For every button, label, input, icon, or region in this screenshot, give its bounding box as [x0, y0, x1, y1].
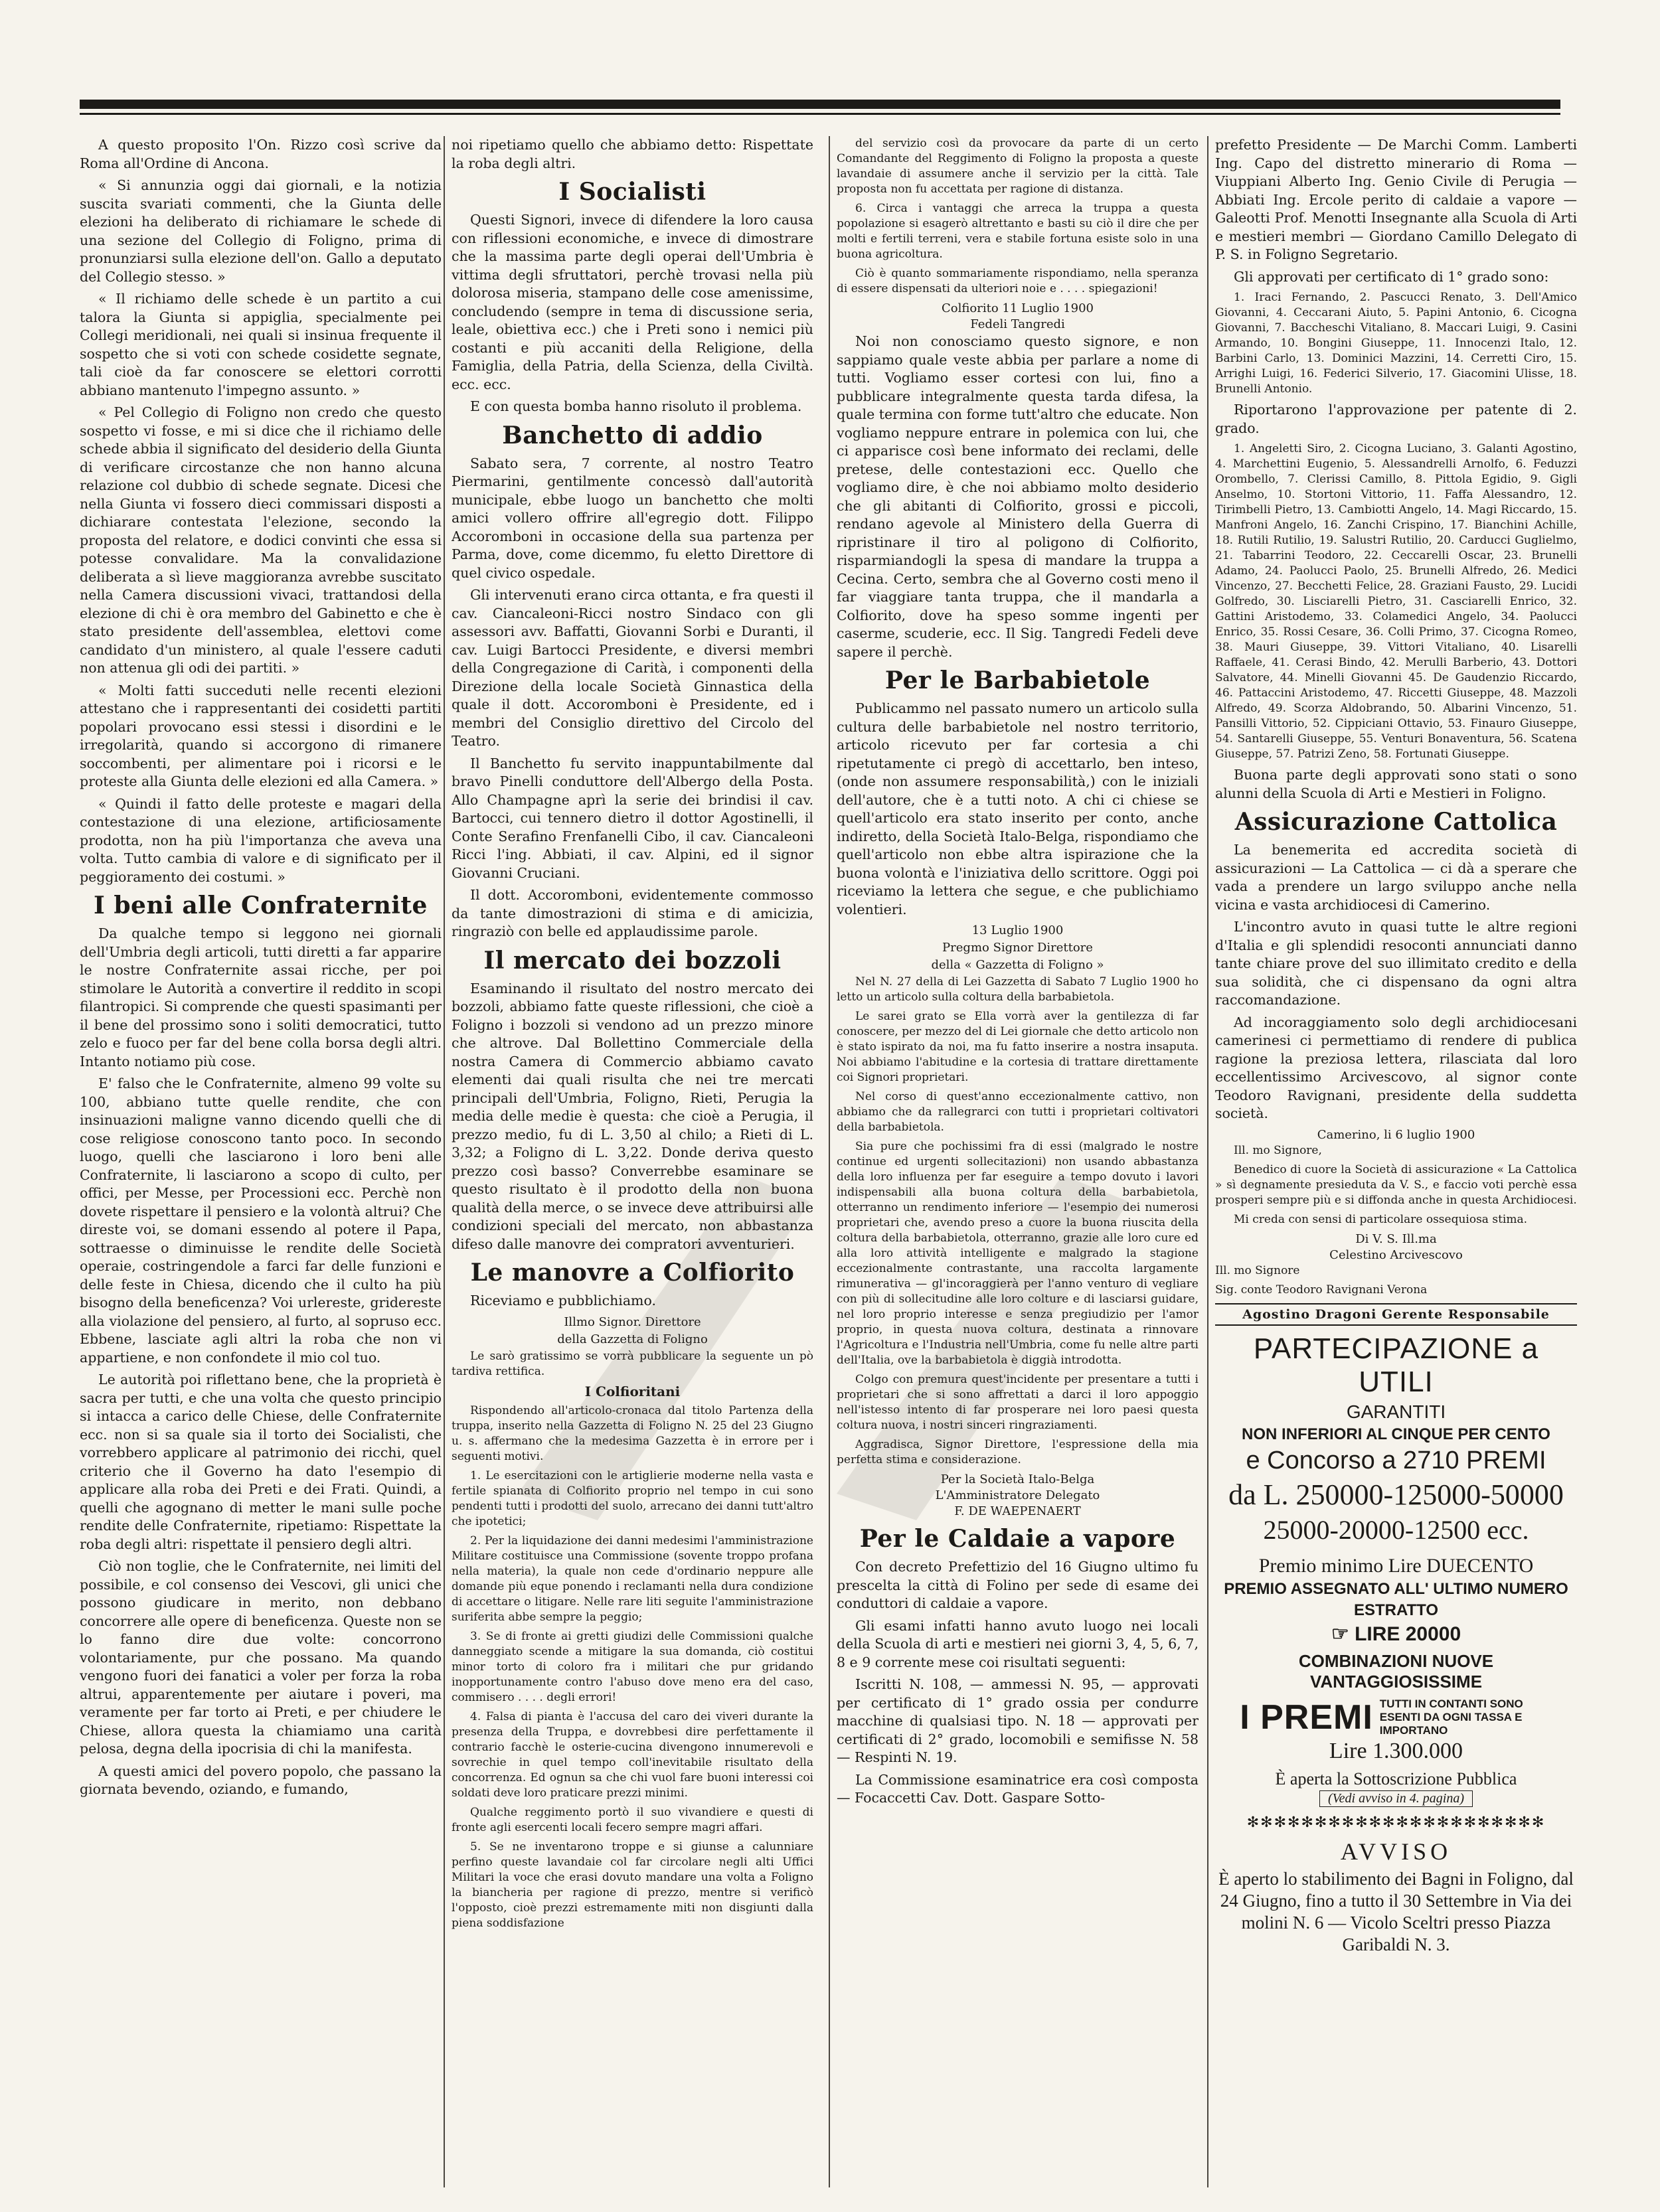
paragraph: L'incontro avuto in quasi tutte le altre regioni d'Italia e gli splendidi resoconti annunciati danno tante chiare prove del suo illimitato credito e della sua solidità, che ci dispensano da ogni altra raccomandazione. [1215, 919, 1577, 1008]
paragraph: Riceviamo e pubblichiamo. [470, 1293, 656, 1308]
ad-text: ESTRATTO [1353, 1601, 1439, 1619]
paragraph: Colgo con premura quest'incidente per presentare a tutti i proprietari che si sono affrettati a darci il loro appoggio nell'istesso intento di far prosperare nei loro paesi questa coltura nuova, i nostri sinceri ringraziamenti. [837, 1373, 1199, 1432]
ad-text: e Concorso a 2710 PREMI [1246, 1446, 1546, 1474]
ad-text: da L. 250000-125000-50000 [1228, 1478, 1564, 1511]
column-2 [452, 136, 813, 2187]
ad-text: È aperta la Sottoscrizione Pubblica [1275, 1769, 1517, 1788]
dateline: Camerino, li 6 luglio 1900 [1317, 1127, 1475, 1142]
ad-premi: I PREMI [1240, 1698, 1373, 1737]
column-1 [80, 136, 442, 2187]
ad-text: Lire 1.300.000 [1329, 1738, 1463, 1763]
paragraph: Publicammo nel passato numero un articolo sulla cultura delle barbabietole nel nostro territorio, articolo ricevuto per far cortesia a chi ripetutamente ci pregò di accettarlo, ben inteso, (onde non assumere responsabilità,) con le iniziali dell'autore, che è a tutti noto. A chi ci chiese se quell'articolo era stato inserito per conto, anche indiretto, della Società Italo-Belga, rispondiamo che quell'articolo non ebbe altra ispirazione che la buona volontà e l'iniziativa dello scrittore. Oggi poi riceviamo la lettera che segue, e che publichiamo volentieri. [837, 700, 1199, 917]
signature: Fedeli Tangredi [970, 317, 1065, 331]
avviso-heading: AVVISO [1340, 1838, 1452, 1865]
paragraph: Esaminando il risultato del nostro mercato dei bozzoli, abbiamo fatte queste riflessioni, che cioè a Foligno i bozzoli si vendono ad un prezzo minore che altrove. Dal Bollettino Commerciale della nostra Camera di Commercio abbiamo cavato elementi dai quali risulta che nei tre mercati principali dell'Umbria, Foligno, Rieti, Perugia la media delle medie è questa: che cioè a Perugia, il prezzo medio, fu di L. 3,50 al chilo; a Rieti di L. 3,32; a Foligno di L. 3,22. Donde deriva questo prezzo così basso? Converrebbe esaminare se questo risultato è il prodotto della non buona qualità della merce, o se invece deve attribuirsi alle condizioni speciali del mercato, non abbastanza difeso dalle manovre dei compratori avventurieri. [452, 980, 813, 1252]
paragraph: prefetto Presidente — De Marchi Comm. Lamberti Ing. Capo del distretto minerario di Roma — Viuppiani Alberto Ing. Genio Civile di Perugia — Abbiati Ing. Ercole perito di caldaie a vapore — Galeotti Prof. Menotti Insegnante alla Scuola di Arti e mestieri membri — Giordano Camillo Delegato di P. S. in Foligno Segretario. [1215, 137, 1577, 262]
paragraph: 1. Angeletti Siro, 2. Cicogna Luciano, 3. Galanti Agostino, 4. Marchettini Eugenio, 5. Alessandrelli Arnolfo, 6. Feduzzi Orombello, 7. Clerissi Camillo, 8. Pittola Egidio, 9. Gigli Anselmo, 10. Stortoni Vittorio, 11. Faffa Alessandro, 12. Tirimbelli Pietro, 13. Cambiotti Angelo, 14. Magi Riccardo, 15. Manfroni Angelo, 16. Zanchi Crispino, 17. Bianchini Achille, 18. Rutili Rutilio, 19. Salustri Rutilio, 20. Carducci Guglielmo, 21. Tabarrini Teodoro, 22. Ceccarelli Oscar, 23. Brunelli Adamo, 24. Paolucci Paolo, 25. Brunelli Alfredo, 26. Medici Vincenzo, 27. Becchetti Felice, 28. Graziani Fausto, 29. Lucidi Golfredo, 30. Lisciarelli Pietro, 31. Casciarelli Enrico, 32. Gattini Aristodemo, 33. Colamedici Angelo, 34. Paolucci Enrico, 35. Rossi Cesare, 36. Colli Primo, 37. Cicogna Romeo, 38. Mauri Giuseppe, 39. Vittori Vitaliano, 40. Lisarelli Raffaele, 41. Cerasi Bindo, 42. Merulli Barberio, 43. Dottori Salvatore, 44. Minelli Giovanni 45. De Gaudenzio Riccardo, 46. Pattaccini Aristodemo, 47. Riccetti Giuseppe, 48. Mazzoli Alfredo, 49. Scorza Aldobrando, 50. Albarini Vincenzo, 51. Pansilli Vittorio, 52. Cippiciani Ottavio, 53. Finauro Giuseppe, 54. Santarelli Giuseppe, 55. Venturi Bonaventura, 56. Scatena Giuseppe, 57. Patrizi Zeno, 58. Fortunati Giuseppe. [1215, 442, 1577, 761]
subheading: I Colfioritani [584, 1383, 681, 1399]
signature: L'Amministratore Delegato [935, 1488, 1100, 1502]
letter-salutation: della Gazzetta di Foligno [557, 1332, 708, 1346]
paragraph: Nel corso di quest'anno eccezionalmente cattivo, non abbiamo che da rallegrarci con tutti i proprietari coltivatori della barbabietola. [837, 1090, 1199, 1134]
paragraph: Aggradisca, Signor Direttore, l'espressione della mia perfetta stima e considerazione. [837, 1438, 1199, 1466]
paragraph: E con questa bomba hanno risoluto il problema. [470, 398, 802, 414]
paragraph: Noi non conosciamo questo signore, e non sappiamo quale veste abbia per parlare a nome di tutti. Vogliamo esser cortesi con lui, fino a pubblicare integralmente questa tarda difesa, la quale termina con forme tutt'altro che educate. Non vogliamo neppure entrare in polemica con lui, che ci apparisce così bene informato dei reclami, delle pretese, delle contestazioni ecc. Quello che vogliamo dire, è che noi abbiamo molto desiderio che gli abitanti di Colfiorito, grossi e piccoli, rendano agevole al Ministero della Guerra di ripristinare il tiro al poligono di Colfiorito, risparmiandogli la spesa di mandare la truppa a Cecina. Certo, sembra che al Governo costi meno il far viaggiare tanta truppa, che il mandarla a Colfiorito, dove ha speso somme ingenti per caserme, scuderie, ecc. Il Sig. Tangredi Fedeli deve sapere il perchè. [837, 333, 1199, 660]
paragraph: 2. Per la liquidazione dei danni medesimi l'amministrazione Militare costituisce una Commissione (sovente troppo profana nella materia), la quale non cede d'ordinario neppure alle domande più eque ponendo i reclamanti nella dura condizione di accettare o litigare. Nelle rare liti seguite l'amministrazione suriferita abbe sempre la peggio; [452, 1534, 813, 1624]
ad-text: 25000-20000-12500 ecc. [1263, 1514, 1529, 1545]
ad-text: Premio minimo Lire DUECENTO [1258, 1554, 1534, 1577]
signature: F. DE WAEPENAERT [954, 1504, 1081, 1518]
paragraph: Ill. mo Signore, [1234, 1143, 1322, 1157]
article-heading: Assicurazione Cattolica [1234, 808, 1558, 836]
gerente-line: Agostino Dragoni Gerente Responsabile [1215, 1303, 1577, 1326]
article-heading: Per le Caldaie a vapore [859, 1525, 1176, 1553]
article-heading: I beni alle Confraternite [94, 892, 428, 919]
lottery-advertisement [1215, 1332, 1577, 1956]
paragraph: « Si annunzia oggi dai giornali, e la notizia suscita svariati commenti, che la Giunta delle elezioni ha deliberato di richiamare le schede di una sezione del Collegio di Foligno, prima di pronunziarsi sulla elezione dell'on. Gallo a deputato del Collegio stesso. » [80, 177, 442, 285]
column-separator [1207, 136, 1208, 2187]
paragraph: Le sarei grato se Ella vorrà aver la gentilezza di far conoscere, per mezzo del di Lei giornale che detto articolo non è stato ispirato da noi, ma fu fatto inserire a nostra insaputa. Noi abbiamo l'abitudine e la cortesia di trattare direttamente coi Signori proprietari. [837, 1010, 1199, 1084]
paragraph: 3. Se di fronte ai gretti giudizi delle Commissioni qualche danneggiato scende a mitigare la sua domanda, ciò costitui minor torto di coloro fra i militari che pur gridando inopportunamente contro l'abuso dove meno era del caso, commisero . . . . degli errori! [452, 1629, 813, 1704]
paragraph: A questo proposito l'On. Rizzo così scrive da Roma all'Ordine di Ancona. [80, 137, 442, 171]
ad-text: GARANTITI [1346, 1401, 1446, 1422]
paragraph: Iscritti N. 108, — ammessi N. 95, — approvati per certificato di 1° grado ossia per condurre macchine di qualsiasi tipo. N. 18 — approvati per certificati di 2° grado, locomobili e semifisse N. 58 — Respinti N. 19. [837, 1676, 1199, 1765]
paragraph: Da qualche tempo si leggono nei giornali dell'Umbria degli articoli, tutti diretti a far apparire le nostre Confraternite assai ricche, per poi stimolare le Autorità a convertire il reddito in scopi filantropici. Si comprende che questi spasimanti per il bene del prossimo sono i soliti democratici, tutto zelo e fuoco per far del bene colla borsa degli altri. Intanto notiamo più cose. [80, 925, 442, 1069]
paragraph: Le sarò gratissimo se vorrà pubblicare la seguente un pò tardiva rettifica. [452, 1349, 813, 1378]
paragraph: Con decreto Prefettizio del 16 Giugno ultimo fu prescelta la città di Folino per sede di esame dei conduttori di caldaie a vapore. [837, 1559, 1199, 1611]
paragraph: Sig. conte Teodoro Ravignani Verona [1215, 1283, 1428, 1297]
article-heading: Banchetto di addio [502, 421, 763, 449]
paragraph: Sia pure che pochissimi fra di essi (malgrado le nostre continue ed urgenti sollecitazioni) non usando abbastanza della loro influenza per far eseguire a tempo dovuto i lavori indispensabili alla buona coltura della barbabietola, otterranno un rendimento inferiore — l'esempio dei numerosi proprietari che, avendo preso a cuore la buona riuscita della coltura della barbabietola, otterranno, grazie alle loro cure ed alla loro attività intelligente e malgrado la stagione eccezionalmente contrastante, una raccolta largamente rimunerativa — gl'incoraggierà per l'anno venturo di vegliare con più di sollecitudine alle loro colture e di lasciarsi guidare, nel loro proprio interesse e senza pregiudizio per l'amor proprio, in questa nuova coltura, destinata a rinnovare l'Agricoltura e l'Industria nell'Umbria, come fu nelle altre parti dell'Italia, ove la barbabietola è diggià introdotta. [837, 1140, 1199, 1367]
letter-salutation: Pregmo Signor Direttore [942, 941, 1093, 955]
ornament-divider: ✻✻✻✻✻✻✻✻✻✻✻✻✻✻✻✻✻✻✻✻✻✻ [1246, 1813, 1546, 1830]
column-3 [837, 136, 1199, 2187]
paragraph: 5. Se ne inventarono troppe e si giunse a calunniare perfino queste lavandaie col far circolare negli alti Uffici Militari la voce che erasi dovuto mandare una volta a Foligno la biancheria per ragione di prezzo, mentre si verificò l'opposto, cioè prezzi estremamente miti non disgiunti dalla piena soddisfazione [452, 1840, 813, 1930]
column-4 [1215, 136, 1577, 2187]
paragraph: Ill. mo Signore [1215, 1263, 1300, 1277]
letter-salutation: Illmo Signor. Direttore [564, 1314, 701, 1329]
paragraph: Il Banchetto fu servito inappuntabilmente dal bravo Pinelli conduttore dell'Albergo della Posta. Allo Champagne aprì la serie dei brindisi il cav. Bartocci, cui tennero dietro il dottor Agostinelli, il Conte Serafino Frenfanelli Cibo, il cav. Ciancaleoni Ricci l'ing. Abbiati, il cav. Alpini, ed il signor Giovanni Cruciani. [452, 755, 813, 881]
paragraph: Riportarono l'approvazione per patente di 2. grado. [1215, 402, 1577, 436]
paragraph: « Il richiamo delle schede è un partito a cui talora la Giunta si appiglia, specialmente pei Collegi meridionali, nei quali si insinua frequente il sospetto che si voti con schede cosidette segnate, tali cioè da far conoscere se elettori corrotti abbiano mantenuto l'impegno assunto. » [80, 291, 442, 398]
paragraph: Ciò è quanto sommariamente rispondiamo, nella speranza di essere dispensati da ulteriori noie e . . . . spiegazioni! [837, 267, 1199, 295]
paragraph: Benedico di cuore la Società di assicurazione « La Cattolica » sì degnamente presieduta da V. S., e faccio voti perchè essa prosperi sempre più e si diffonda anche in questa Archidiocesi. [1215, 1162, 1577, 1207]
ad-text: NON INFERIORI AL CINQUE PER CENTO [1242, 1425, 1550, 1443]
pointing-hand-icon: ☞ [1331, 1622, 1355, 1645]
paragraph: Il dott. Accoromboni, evidentemente commosso da tante dimostrazioni di stima e di amicizia, ringraziò con belle ed applaudissime parole. [452, 887, 813, 939]
paragraph: Rispondendo all'articolo-cronaca dal titolo Partenza della truppa, inserito nella Gazzetta di Foligno N. 25 del 23 Giugno u. s. affermano che la medesima Gazzetta è in errore per i seguenti motivi. [452, 1403, 813, 1463]
paragraph: Gli esami infatti hanno avuto luogo nei locali della Scuola di arti e mestieri nei giorni 3, 4, 5, 6, 7, 8 e 9 corrente mese coi risultati seguenti: [837, 1617, 1199, 1670]
paragraph: Ciò non toglie, che le Confraternite, nei limiti del possibile, e col consenso dei Vescovi, gli unici che possono giudicare in merito, non debbano concorrere alle opere di beneficenza. Queste non se lo fanno dire due volte: concorrono volontariamente, pur che possano. Ma quando vengono fuori dei fanatici a voler per forza la roba altrui, apparentemente per aiutare i poveri, ma veramente per far torto ai Preti, e per chiudere le Chiese, allora questa la chiamiamo una carità pelosa, degna della ipocrisia di chi la manifesta. [80, 1558, 442, 1757]
article-heading: Per le Barbabietole [884, 667, 1151, 694]
paragraph: Gli approvati per certificato di 1° grado sono: [1234, 268, 1549, 285]
ad-text: (Vedi avviso in 4. pagina) [1319, 1790, 1473, 1807]
ad-text: COMBINAZIONI NUOVE VANTAGGIOSISSIME [1298, 1650, 1494, 1692]
signature: Per la Società Italo-Belga [940, 1472, 1095, 1486]
ad-premi-row [1215, 1698, 1577, 1737]
paragraph: 1. Iraci Fernando, 2. Pascucci Renato, 3. Dell'Amico Giovanni, 4. Ceccarani Aiuto, 5. Papini Antonio, 6. Cicogna Giovanni, 7. Baccheschi Vitaliano, 8. Maccari Luigi, 9. Casini Armando, 10. Bongini Giuseppe, 11. Innocenzi Italo, 12. Barbini Carlo, 13. Dominici Mazzini, 14. Cerretti Ciro, 15. Arrighi Luigi, 16. Federici Silverio, 17. Giacomini Ulisse, 18. Brunelli Antonio. [1215, 291, 1577, 396]
paragraph: Nel N. 27 della di Lei Gazzetta di Sabato 7 Luglio 1900 ho letto un articolo sulla coltura della barbabietola. [837, 975, 1199, 1004]
article-heading: I Socialisti [558, 178, 706, 206]
header-rule-thick [80, 100, 1560, 109]
paragraph: « Pel Collegio di Foligno non credo che questo sospetto vi fosse, e mi si dice che il richiamo delle schede abbia il significato del desiderio della Giunta di verificare circostanze che non hanno alcuna relazione col dubbio di schede segnate. Dicesi che nella Giunta vi fossero dieci commissari disposti a dichiarare contestata l'elezione, secondo la proposta del relatore, e dodici convinti che essa si potesse convalidare. Ma la convalidazione deliberata a sì lieve maggioranza avrebbe suscitato nella Camera discussioni vivaci, trattandosi della elezione di chi è ora membro del Gabinetto e che è stato presidente dell'assemblea, elettovi come candidato d'un ministero, al quale l'essere caduti non attenua gli odi dei partiti. » [80, 404, 442, 676]
paragraph: noi ripetiamo quello che abbiamo detto: Rispettate la roba degli altri. [452, 137, 813, 171]
ad-premi-note: TUTTI IN CONTANTI SONO ESENTI DA OGNI TASSA E IMPORTANO [1379, 1697, 1523, 1737]
dateline: Colfiorito 11 Luglio 1900 [942, 301, 1094, 315]
paragraph: Mi creda con sensi di particolare ossequiosa stima. [1234, 1212, 1527, 1226]
paragraph: Gli intervenuti erano circa ottanta, e fra questi il cav. Ciancaleoni-Ricci nostro Sindaco con gli assessori avv. Baffatti, Giovanni Sorbi e Duranti, il cav. Luigi Bartocci Presidente, e diversi membri della Congregazione di Carità, i componenti della Direzione della locale Società Ginnastica della quale il dott. Accoromboni è Presidente, ed i membri del Consiglio direttivo del Circolo del Teatro. [452, 587, 813, 749]
column-separator [829, 136, 830, 2187]
paragraph: Questi Signori, invece di difendere la loro causa con riflessioni economiche, e invece di dimostrare che la massima parte degli operai dell'Umbria è vittima degli sfruttatori, perchè trovasi nella più dolorosa miseria, stampano delle cose amenissime, concludendo (sempre in tema di discussione seria, leale, obiettiva ecc.) che i Preti sono i nemici più costanti e più accaniti della Religione, della Famiglia, della Patria, della Scienza, della Civiltà. ecc. ecc. [452, 212, 813, 392]
paragraph: 6. Circa i vantaggi che arreca la truppa a questa popolazione si esagerò altrettanto e basti su ciò il dire che per molti e fertili terreni, vera e stabile fortuna esiste solo in una buona agricoltura. [837, 202, 1199, 261]
paragraph: Sabato sera, 7 corrente, al nostro Teatro Piermarini, gentilmente concessò dall'autorità municipale, ebbe luogo un banchetto che molti amici vollero offrire all'egregio dott. Filippo Accoromboni in occasione della sua partenza per Parma, dove, come dicemmo, fu eletto Direttore di quel civico ospedale. [452, 455, 813, 581]
ad-headline: PARTECIPAZIONE a UTILI [1253, 1332, 1539, 1398]
article-heading: Il mercato dei bozzoli [483, 946, 782, 975]
letter-salutation: della « Gazzetta di Foligno » [931, 958, 1104, 972]
ad-text: PREMIO ASSEGNATO ALL' ULTIMO NUMERO [1224, 1579, 1568, 1598]
signature: Celestino Arcivescovo [1329, 1247, 1463, 1262]
paragraph: 1. Le esercitazioni con le artiglierie moderne nella vasta e fertile spianata di Colfiorito proprio nel tempo in cui sono pendenti tutti i prodotti del suolo, arrecano dei danni tutt'altro che ipotetici; [452, 1468, 813, 1528]
paragraph: Le autorità poi riflettano bene, che la proprietà è sacra per tutti, e che una volta che questo principio si intacca a carico delle Chiese, delle Confraternite ecc. non si sa quale sia il torto dei Socialisti, che vorrebbero applicare al patrimonio dei ricchi, quel criterio che il Governo ha dato l'esempio di applicare alla roba dei Preti e dei Frati. Quindi, a quelli che agognano di metter le mani sulle poche rendite delle Confraternite, ripetiamo: Rispettate la roba degli altri: rispettate il pensiero degli altri. [80, 1372, 442, 1552]
paragraph: Ad incoraggiamento solo degli archidiocesani camerinesi ci permettiamo di rendere di publica ragione la preziosa lettera, rilasciata dal loro eccellentissimo Arcivescovo, al signor conte Teodoro Ravignani, presidente della suddetta società. [1215, 1014, 1577, 1121]
paragraph: del servizio così da provocare da parte di un certo Comandante del Reggimento di Foligno la proposta a queste lavandaie di assumere anche il servizio per la città. Tale proposta non fu accettata per ragione di distanza. [837, 137, 1199, 196]
ad-text [1215, 1622, 1577, 1646]
dateline: 13 Luglio 1900 [971, 923, 1064, 937]
ad-prize: LIRE 20000 [1355, 1622, 1461, 1645]
paragraph: Buona parte degli approvati sono stati o sono alunni della Scuola di Arti e Mestieri in Foligno. [1215, 767, 1577, 801]
avviso-text: È aperto lo stabilimento dei Bagni in Foligno, dal 24 Giugno, fino a tutto il 30 Settembre in Via dei molini N. 6 — Vicolo Sceltri presso Piazza Garibaldi N. 3. [1218, 1868, 1574, 1954]
paragraph: E' falso che le Confraternite, almeno 99 volte su 100, abbiano tutte quelle rendite, che con insinuazioni maligne vanno dicendo quelli che di cose religiose conoscono tanto poco. In secondo luogo, quelli che lasciarono i loro beni alle Confraternite, li lasciarono a scopo di culto, per offici, per Messe, per Processioni ecc. Perchè non dovete rispettare il pensiero e la volontà altrui? Che direste voi, se domani essendo al potere il Papa, sottraesse o diminuisse le rendite delle Società operaie, costringendole a farci far delle funzioni e delle feste in Chiesa, dicendo che il culto ha più bisogno della beneficenza? Voi urlereste, gridereste alla violazione del pensiero, al furto, al sopruso ecc. Ebbene, lasciate agli altri la roba che non vi appartiene, e non confondete il mio col tuo. [80, 1075, 442, 1366]
paragraph: La benemerita ed accredita società di assicurazioni — La Cattolica — ci dà a sperare che vada a prendere un largo sviluppo anche nella vicina e vasta archidiocesi di Camerino. [1215, 842, 1577, 913]
paragraph: 4. Falsa di pianta è l'accusa del caro dei viveri durante la presenza della Truppa, e dovrebbesi dire perfettamente il contrario facchè le osterie-cucina divengono innumerevoli e sovrechie in quel tempo coll'inevitabile risultato della concorrenza. Ed ognun sa che chi vuol fare buoni interessi coi soldati deve loro praticare prezzi minimi. [452, 1709, 813, 1800]
column-separator [444, 136, 445, 2187]
signature: Di V. S. Ill.ma [1355, 1231, 1437, 1246]
article-heading: Le manovre a Colfiorito [470, 1259, 795, 1287]
paragraph: A questi amici del povero popolo, che passano la giornata bevendo, oziando, e fumando, [80, 1763, 442, 1797]
paragraph: « Quindi il fatto delle proteste e magari della contestazione di una elezione, artificiosamente prodotta, non ha più l'importanza che aveva una volta. Tutto cambia di valore e di significato per il peggioramento dei costumi. » [80, 795, 442, 885]
paragraph: La Commissione esaminatrice era così composta — Focaccetti Cav. Dott. Gaspare Sotto- [837, 1771, 1199, 1806]
paragraph: « Molti fatti succeduti nelle recenti elezioni attestano che i rappresentanti dei cosidetti partiti popolari provocano essi stessi i disordini e le irregolarità, quando si accorgono di rimanere soccombenti, per alimentare poi i ricorsi e le proteste alla Giunta delle elezioni ed alla Camera. » [80, 682, 442, 789]
header-rule-thin [80, 113, 1560, 115]
paragraph: Qualche reggimento portò il suo vivandiere e questi di fronte agli esercenti locali fecero sempre magri affari. [452, 1805, 813, 1834]
